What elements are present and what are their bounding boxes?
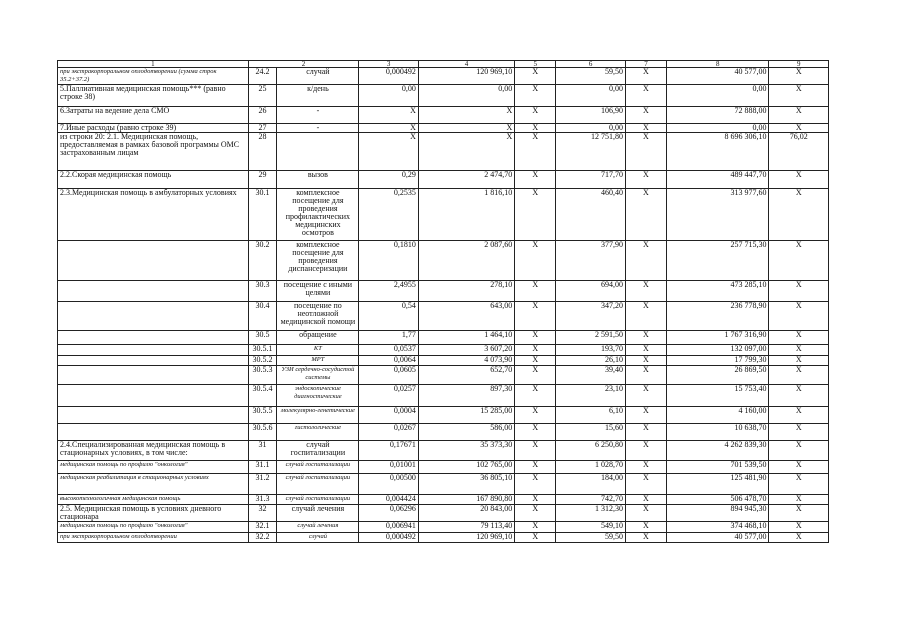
value-col8-cell: 10 638,70	[666, 424, 769, 441]
value-col8-cell: 15 753,40	[666, 385, 769, 407]
unit-cell: вызов	[277, 171, 359, 189]
value-col3-cell: 0,0064	[359, 356, 418, 366]
value-col6-cell: 0,00	[556, 124, 626, 133]
value-col8-cell: 72 888,00	[666, 107, 769, 124]
value-col5-cell: X	[515, 407, 556, 424]
unit-cell: случай госпитализации	[277, 461, 359, 474]
value-col8-cell: 0,00	[666, 124, 769, 133]
value-col7-cell: X	[625, 495, 666, 505]
value-col5-cell: X	[515, 85, 556, 107]
value-col7-cell: X	[625, 345, 666, 356]
value-col8-cell: 894 945,30	[666, 505, 769, 522]
value-col8-cell: 236 778,90	[666, 302, 769, 331]
value-col6-cell: 59,50	[556, 533, 626, 543]
row-number-cell: 29	[248, 171, 277, 189]
value-col3-cell: 0,0004	[359, 407, 418, 424]
row-number-cell: 25	[248, 85, 277, 107]
value-col6-cell: 2 591,50	[556, 331, 626, 345]
value-col5-cell: X	[515, 424, 556, 441]
value-col6-cell: 39,40	[556, 366, 626, 385]
unit-cell: случай	[277, 533, 359, 543]
value-col4-cell: 2 087,60	[418, 241, 514, 281]
value-col3-cell: 0,0257	[359, 385, 418, 407]
value-col4-cell: 120 969,10	[418, 68, 514, 85]
table-row	[58, 407, 829, 424]
row-number-cell: 31.1	[248, 461, 277, 474]
row-number-cell: 30.5	[248, 331, 277, 345]
row-name-cell: 6.Затраты на ведение дела СМО	[58, 107, 249, 124]
row-name-cell	[58, 424, 249, 441]
column-number: 5	[515, 61, 556, 68]
value-col3-cell: 0,00	[359, 85, 418, 107]
value-col4-cell: 652,70	[418, 366, 514, 385]
value-col6-cell: 1 312,30	[556, 505, 626, 522]
table-row	[58, 85, 829, 107]
table-row	[58, 385, 829, 407]
value-col6-cell: 23,10	[556, 385, 626, 407]
value-col7-cell: X	[625, 441, 666, 461]
value-col4-cell: 102 765,00	[418, 461, 514, 474]
value-col8-cell: 0,00	[666, 85, 769, 107]
value-col6-cell: 12 751,80	[556, 133, 626, 171]
value-col6-cell: 15,60	[556, 424, 626, 441]
row-name-cell: 2.5. Медицинская помощь в условиях дневного стационара	[58, 505, 249, 522]
row-name-cell: при экстракорпоральном оплодотворении	[58, 533, 249, 543]
value-col4-cell: 120 969,10	[418, 533, 514, 543]
value-col6-cell: 106,90	[556, 107, 626, 124]
value-col3-cell: 0,0267	[359, 424, 418, 441]
value-col9-cell: X	[769, 281, 829, 302]
value-col7-cell: X	[625, 385, 666, 407]
value-col7-cell: X	[625, 241, 666, 281]
row-number-cell: 30.1	[248, 189, 277, 241]
value-col8-cell: 257 715,30	[666, 241, 769, 281]
row-name-cell	[58, 302, 249, 331]
unit-cell: посещение по неотложной медицинской помощи	[277, 302, 359, 331]
value-col8-cell: 8 696 306,10	[666, 133, 769, 171]
table-row	[58, 533, 829, 543]
row-name-cell: медицинская реабилитация в стационарных условиях	[58, 474, 249, 495]
row-number-cell: 28	[248, 133, 277, 171]
value-col9-cell: X	[769, 366, 829, 385]
row-name-cell	[58, 281, 249, 302]
unit-cell: случай госпитализации	[277, 441, 359, 461]
value-col9-cell: X	[769, 407, 829, 424]
table-row	[58, 345, 829, 356]
value-col8-cell: 40 577,00	[666, 68, 769, 85]
column-number: 9	[769, 61, 829, 68]
row-number-cell: 26	[248, 107, 277, 124]
value-col7-cell: X	[625, 331, 666, 345]
row-number-cell: 30.5.4	[248, 385, 277, 407]
value-col4-cell: X	[418, 124, 514, 133]
value-col5-cell: X	[515, 441, 556, 461]
value-col5-cell: X	[515, 124, 556, 133]
value-col3-cell: 1,77	[359, 331, 418, 345]
unit-cell: -	[277, 124, 359, 133]
value-col6-cell: 26,10	[556, 356, 626, 366]
table-row	[58, 133, 829, 171]
row-number-cell: 32.2	[248, 533, 277, 543]
value-col3-cell: 0,000492	[359, 68, 418, 85]
unit-cell	[277, 133, 359, 171]
value-col6-cell: 347,20	[556, 302, 626, 331]
row-number-cell: 30.5.1	[248, 345, 277, 356]
value-col3-cell: X	[359, 133, 418, 171]
row-name-cell: при экстракорпоральном оплодотворении (сумма строк 35.2+37.2)	[58, 68, 249, 85]
value-col8-cell: 489 447,70	[666, 171, 769, 189]
data-table	[57, 60, 829, 543]
table-row	[58, 331, 829, 345]
value-col8-cell: 125 481,90	[666, 474, 769, 495]
row-number-cell: 31.2	[248, 474, 277, 495]
unit-cell: случай госпитализации	[277, 474, 359, 495]
table-row	[58, 424, 829, 441]
value-col5-cell: X	[515, 171, 556, 189]
value-col8-cell: 374 468,10	[666, 522, 769, 533]
value-col7-cell: X	[625, 133, 666, 171]
table-row	[58, 171, 829, 189]
row-name-cell	[58, 385, 249, 407]
value-col3-cell: 0,06296	[359, 505, 418, 522]
value-col9-cell: X	[769, 424, 829, 441]
value-col5-cell: X	[515, 302, 556, 331]
table-row	[58, 366, 829, 385]
table-row	[58, 302, 829, 331]
unit-cell: МРТ	[277, 356, 359, 366]
table-row	[58, 495, 829, 505]
value-col4-cell: 167 890,80	[418, 495, 514, 505]
value-col8-cell: 17 799,30	[666, 356, 769, 366]
value-col3-cell: 0,00500	[359, 474, 418, 495]
value-col7-cell: X	[625, 107, 666, 124]
row-number-cell: 30.5.5	[248, 407, 277, 424]
table-row	[58, 474, 829, 495]
value-col3-cell: 0,004424	[359, 495, 418, 505]
value-col9-cell: 76,02	[769, 133, 829, 171]
value-col8-cell: 701 539,50	[666, 461, 769, 474]
row-name-cell: 5.Паллиативная медицинская помощь*** (равно строке 38)	[58, 85, 249, 107]
value-col6-cell: 193,70	[556, 345, 626, 356]
table-row	[58, 68, 829, 85]
unit-cell: комплексное посещение для проведения профилактических медицинских осмотров	[277, 189, 359, 241]
row-number-cell: 31	[248, 441, 277, 461]
unit-cell: случай госпитализации	[277, 495, 359, 505]
table-row	[58, 522, 829, 533]
value-col6-cell: 717,70	[556, 171, 626, 189]
column-number: 7	[625, 61, 666, 68]
value-col5-cell: X	[515, 505, 556, 522]
value-col3-cell: 0,01001	[359, 461, 418, 474]
value-col5-cell: X	[515, 385, 556, 407]
value-col3-cell: 0,000492	[359, 533, 418, 543]
row-name-cell	[58, 356, 249, 366]
value-col8-cell: 473 285,10	[666, 281, 769, 302]
value-col3-cell: 0,1810	[359, 241, 418, 281]
value-col9-cell: X	[769, 505, 829, 522]
table-body	[58, 61, 829, 543]
unit-cell: -	[277, 107, 359, 124]
value-col3-cell: 0,0605	[359, 366, 418, 385]
table-row	[58, 107, 829, 124]
unit-cell: эндоскопические диагностические	[277, 385, 359, 407]
unit-cell: случай лечения	[277, 505, 359, 522]
value-col5-cell: X	[515, 331, 556, 345]
row-name-cell: высокотехнологичная медицинская помощь	[58, 495, 249, 505]
unit-cell: к/день	[277, 85, 359, 107]
row-name-cell	[58, 366, 249, 385]
value-col4-cell: 20 843,00	[418, 505, 514, 522]
value-col7-cell: X	[625, 124, 666, 133]
value-col9-cell: X	[769, 189, 829, 241]
row-name-cell: 2.2.Скорая медицинская помощь	[58, 171, 249, 189]
value-col9-cell: X	[769, 385, 829, 407]
value-col4-cell: 1 816,10	[418, 189, 514, 241]
row-number-cell: 30.5.6	[248, 424, 277, 441]
column-number: 1	[58, 61, 249, 68]
unit-cell: КТ	[277, 345, 359, 356]
value-col3-cell: 0,006941	[359, 522, 418, 533]
value-col9-cell: X	[769, 241, 829, 281]
value-col4-cell: X	[418, 107, 514, 124]
value-col3-cell: 0,54	[359, 302, 418, 331]
value-col5-cell: X	[515, 366, 556, 385]
value-col9-cell: X	[769, 356, 829, 366]
value-col8-cell: 40 577,00	[666, 533, 769, 543]
value-col6-cell: 184,00	[556, 474, 626, 495]
row-number-cell: 30.2	[248, 241, 277, 281]
row-number-cell: 27	[248, 124, 277, 133]
value-col7-cell: X	[625, 302, 666, 331]
value-col9-cell: X	[769, 85, 829, 107]
value-col9-cell: X	[769, 345, 829, 356]
value-col9-cell: X	[769, 495, 829, 505]
value-col3-cell: X	[359, 124, 418, 133]
row-name-cell	[58, 241, 249, 281]
unit-cell: УЗИ сердечно-сосудистой системы	[277, 366, 359, 385]
column-number: 6	[556, 61, 626, 68]
value-col4-cell: 1 464,10	[418, 331, 514, 345]
value-col3-cell: 0,2535	[359, 189, 418, 241]
row-number-cell: 32	[248, 505, 277, 522]
value-col7-cell: X	[625, 461, 666, 474]
value-col4-cell: 79 113,40	[418, 522, 514, 533]
value-col7-cell: X	[625, 85, 666, 107]
value-col5-cell: X	[515, 495, 556, 505]
value-col7-cell: X	[625, 407, 666, 424]
value-col9-cell: X	[769, 107, 829, 124]
value-col4-cell: 15 285,00	[418, 407, 514, 424]
value-col7-cell: X	[625, 171, 666, 189]
value-col8-cell: 506 478,70	[666, 495, 769, 505]
value-col7-cell: X	[625, 281, 666, 302]
value-col4-cell: 35 373,30	[418, 441, 514, 461]
value-col7-cell: X	[625, 189, 666, 241]
value-col6-cell: 742,70	[556, 495, 626, 505]
value-col5-cell: X	[515, 107, 556, 124]
row-name-cell	[58, 331, 249, 345]
value-col9-cell: X	[769, 331, 829, 345]
value-col3-cell: 0,17671	[359, 441, 418, 461]
table-row	[58, 441, 829, 461]
value-col9-cell: X	[769, 68, 829, 85]
value-col5-cell: X	[515, 133, 556, 171]
value-col7-cell: X	[625, 366, 666, 385]
value-col5-cell: X	[515, 533, 556, 543]
row-name-cell: медицинская помощь по профилю "онкология"	[58, 522, 249, 533]
value-col9-cell: X	[769, 474, 829, 495]
value-col5-cell: X	[515, 241, 556, 281]
unit-cell: случай	[277, 68, 359, 85]
column-number: 8	[666, 61, 769, 68]
value-col9-cell: X	[769, 124, 829, 133]
row-name-cell: 2.3.Медицинская помощь в амбулаторных условиях	[58, 189, 249, 241]
value-col5-cell: X	[515, 68, 556, 85]
row-number-cell: 24.2	[248, 68, 277, 85]
column-number: 4	[418, 61, 514, 68]
value-col8-cell: 26 869,50	[666, 366, 769, 385]
value-col6-cell: 549,10	[556, 522, 626, 533]
unit-cell: молекулярно-генетические	[277, 407, 359, 424]
row-number-cell: 30.5.2	[248, 356, 277, 366]
value-col7-cell: X	[625, 505, 666, 522]
row-name-cell: 2.4.Специализированная медицинская помощь в стационарных условиях, в том числе:	[58, 441, 249, 461]
value-col7-cell: X	[625, 474, 666, 495]
value-col7-cell: X	[625, 356, 666, 366]
row-name-cell	[58, 407, 249, 424]
row-number-cell: 30.4	[248, 302, 277, 331]
table-row	[58, 356, 829, 366]
value-col7-cell: X	[625, 522, 666, 533]
value-col4-cell: 897,30	[418, 385, 514, 407]
value-col4-cell: 36 805,10	[418, 474, 514, 495]
value-col5-cell: X	[515, 522, 556, 533]
value-col6-cell: 0,00	[556, 85, 626, 107]
value-col9-cell: X	[769, 461, 829, 474]
value-col6-cell: 1 028,70	[556, 461, 626, 474]
table-row	[58, 124, 829, 133]
column-number: 2	[248, 61, 359, 68]
value-col4-cell: 586,00	[418, 424, 514, 441]
table-row	[58, 241, 829, 281]
row-name-cell: 7.Иные расходы (равно строке 39)	[58, 124, 249, 133]
row-number-cell: 30.5.3	[248, 366, 277, 385]
row-number-cell: 30.3	[248, 281, 277, 302]
value-col6-cell: 460,40	[556, 189, 626, 241]
value-col4-cell: 0,00	[418, 85, 514, 107]
row-number-cell: 32.1	[248, 522, 277, 533]
value-col4-cell: 643,00	[418, 302, 514, 331]
value-col5-cell: X	[515, 281, 556, 302]
value-col6-cell: 6,10	[556, 407, 626, 424]
value-col6-cell: 377,90	[556, 241, 626, 281]
value-col4-cell: 2 474,70	[418, 171, 514, 189]
value-col6-cell: 6 250,80	[556, 441, 626, 461]
value-col4-cell: 278,10	[418, 281, 514, 302]
value-col9-cell: X	[769, 441, 829, 461]
value-col3-cell: X	[359, 107, 418, 124]
value-col4-cell: 4 073,90	[418, 356, 514, 366]
value-col8-cell: 4 160,00	[666, 407, 769, 424]
unit-cell: комплексное посещение для проведения диспансеризации	[277, 241, 359, 281]
row-name-cell: из строки 20: 2.1. Медицинская помощь, предоставляемая в рамках базовой программы ОМС застрахованным лицам	[58, 133, 249, 171]
unit-cell: обращение	[277, 331, 359, 345]
table-row	[58, 189, 829, 241]
value-col8-cell: 313 977,60	[666, 189, 769, 241]
value-col7-cell: X	[625, 68, 666, 85]
table-row	[58, 461, 829, 474]
value-col5-cell: X	[515, 189, 556, 241]
value-col9-cell: X	[769, 533, 829, 543]
row-name-cell	[58, 345, 249, 356]
value-col8-cell: 4 262 839,30	[666, 441, 769, 461]
value-col3-cell: 2,4955	[359, 281, 418, 302]
unit-cell: посещение с иными целями	[277, 281, 359, 302]
value-col7-cell: X	[625, 533, 666, 543]
value-col5-cell: X	[515, 474, 556, 495]
value-col5-cell: X	[515, 356, 556, 366]
value-col8-cell: 132 097,00	[666, 345, 769, 356]
row-number-cell: 31.3	[248, 495, 277, 505]
table-row	[58, 281, 829, 302]
column-number-row	[58, 61, 829, 68]
unit-cell: случай лечения	[277, 522, 359, 533]
value-col5-cell: X	[515, 461, 556, 474]
value-col9-cell: X	[769, 171, 829, 189]
value-col8-cell: 1 767 316,90	[666, 331, 769, 345]
value-col9-cell: X	[769, 522, 829, 533]
value-col6-cell: 59,50	[556, 68, 626, 85]
value-col3-cell: 0,29	[359, 171, 418, 189]
row-name-cell: медицинская помощь по профилю "онкология"	[58, 461, 249, 474]
value-col4-cell: X	[418, 133, 514, 171]
value-col3-cell: 0,0537	[359, 345, 418, 356]
value-col4-cell: 3 607,20	[418, 345, 514, 356]
value-col9-cell: X	[769, 302, 829, 331]
table-row	[58, 505, 829, 522]
value-col5-cell: X	[515, 345, 556, 356]
unit-cell: гистологические	[277, 424, 359, 441]
column-number: 3	[359, 61, 418, 68]
value-col7-cell: X	[625, 424, 666, 441]
value-col6-cell: 694,00	[556, 281, 626, 302]
